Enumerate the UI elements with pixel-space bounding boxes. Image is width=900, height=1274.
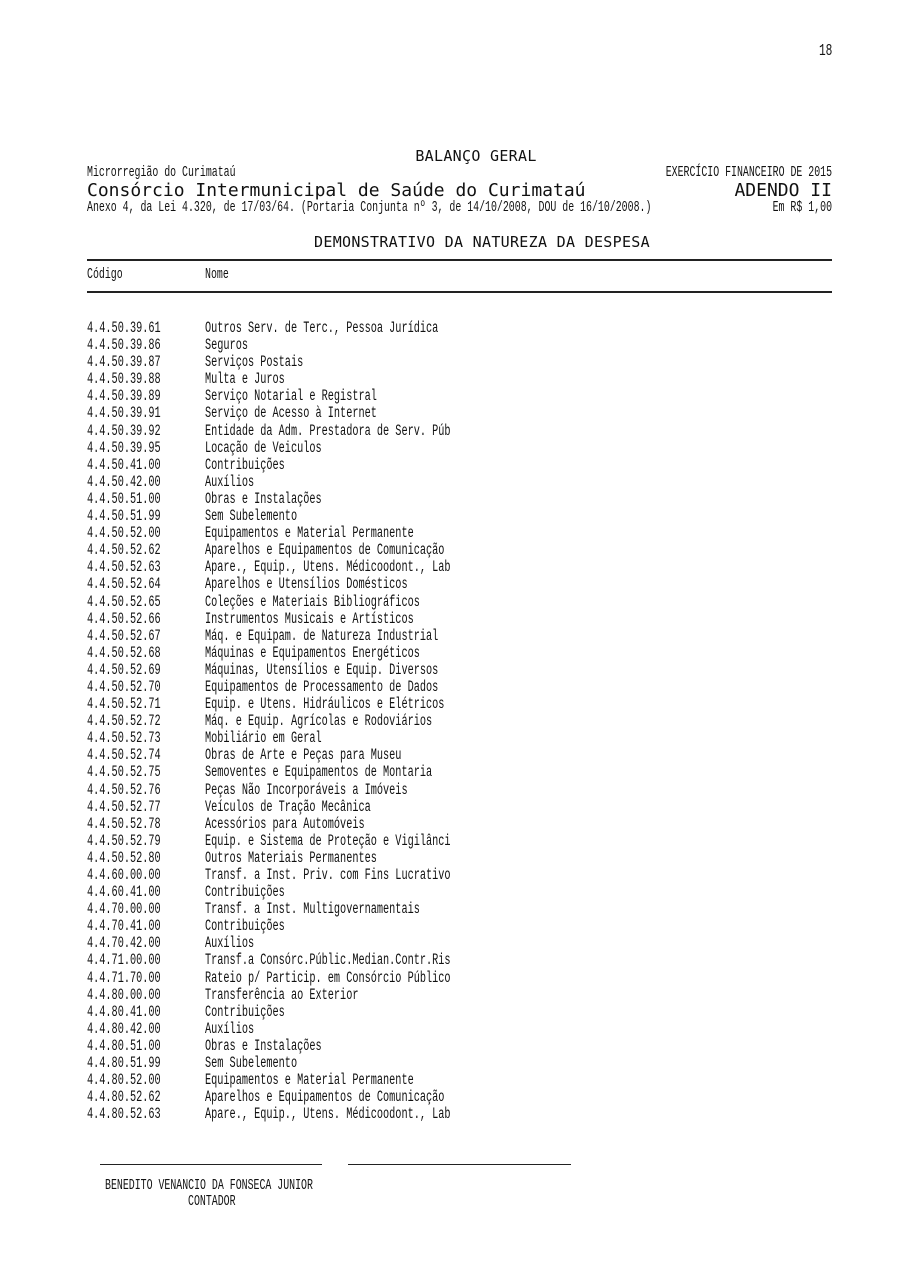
table-row [87,320,832,337]
table-row [87,1021,832,1038]
row-name: Locação de Veiculos [205,438,322,457]
table-row [87,799,832,816]
row-code: 4.4.50.39.89 [87,387,161,406]
row-code: 4.4.50.52.67 [87,626,161,645]
table-row [87,1038,832,1055]
table-row [87,747,832,764]
row-name: Acessórios para Automóveis [205,814,365,833]
row-code: 4.4.80.42.00 [87,1019,161,1038]
table-row [87,1106,832,1123]
row-code: 4.4.80.52.63 [87,1105,161,1124]
table-row [87,970,832,987]
row-code: 4.4.50.52.79 [87,831,161,850]
row-name: Contribuições [205,1002,285,1021]
table-row [87,918,832,935]
table-row [87,645,832,662]
table-row [87,423,832,440]
row-code: 4.4.80.52.00 [87,1071,161,1090]
row-code: 4.4.50.39.95 [87,438,161,457]
table-row [87,833,832,850]
currency-label: Em R$ 1,00 [772,199,832,216]
table-row [87,782,832,799]
row-name: Sem Subelemento [205,1054,298,1073]
row-name: Serviço de Acesso à Internet [205,404,377,423]
row-code: 4.4.60.41.00 [87,883,161,902]
row-name: Entidade da Adm. Prestadora de Serv. Púb [205,421,451,440]
row-code: 4.4.70.42.00 [87,934,161,953]
row-code: 4.4.71.00.00 [87,951,161,970]
row-name: Auxílios [205,934,255,953]
row-code: 4.4.50.52.62 [87,541,161,560]
row-name: Apare., Equip., Utens. Médicoodont., Lab [205,1105,451,1124]
row-name: Apare., Equip., Utens. Médicoodont., Lab [205,558,451,577]
row-name: Outros Serv. de Terc., Pessoa Jurídica [205,319,439,337]
row-code: 4.4.50.39.61 [87,319,161,337]
signer-name-text: BENEDITO VENANCIO DA FONSECA JUNIOR [105,1177,313,1194]
table-row [87,576,832,593]
section-title: DEMONSTRATIVO DA NATUREZA DA DESPESA [314,233,650,251]
row-name: Equip. e Utens. Hidráulicos e Elétricos [205,695,445,714]
table-row [87,987,832,1004]
row-code: 4.4.71.70.00 [87,968,161,987]
row-name: Aparelhos e Equipamentos de Comunicação [205,541,445,560]
expense-nature-table [87,320,832,1123]
row-name: Máquinas, Utensílios e Equip. Diversos [205,660,439,679]
table-row [87,662,832,679]
table-row [87,696,832,713]
row-code: 4.4.60.00.00 [87,866,161,884]
row-name: Máq. e Equipam. de Natureza Industrial [205,626,439,645]
table-row [87,474,832,491]
table-row [87,457,832,474]
table-row [87,952,832,969]
header-bottom-divider [87,291,832,293]
row-name: Multa e Juros [205,370,285,389]
row-name: Equip. e Sistema de Proteção e Vigilânci [205,831,451,850]
row-code: 4.4.80.52.62 [87,1088,161,1107]
row-code: 4.4.50.51.99 [87,507,161,526]
row-name: Serviço Notarial e Registral [205,387,377,406]
row-code: 4.4.50.39.86 [87,336,161,355]
signer-role [188,1193,260,1210]
report-title: BALANÇO GERAL [415,147,537,165]
row-name: Seguros [205,336,248,355]
column-header-name-text: Nome [205,266,229,283]
legal-basis: Anexo 4, da Lei 4.320, de 17/03/64. (Portaria Conjunta nº 3, de 14/10/2008, DOU de 16/10/2008.) [87,199,652,216]
table-row [87,611,832,628]
row-code: 4.4.50.52.80 [87,848,161,867]
table-row [87,713,832,730]
row-code: 4.4.80.41.00 [87,1002,161,1021]
row-code: 4.4.70.41.00 [87,917,161,936]
row-name: Transf.a Consórc.Públic.Median.Contr.Ris [205,951,451,970]
row-name: Aparelhos e Equipamentos de Comunicação [205,1088,445,1107]
table-row [87,884,832,901]
row-code: 4.4.50.39.87 [87,353,161,372]
table-row [87,901,832,918]
row-name: Equipamentos e Material Permanente [205,524,414,543]
table-row [87,542,832,559]
row-code: 4.4.80.00.00 [87,985,161,1004]
row-name: Máquinas e Equipamentos Energéticos [205,643,420,662]
table-row [87,440,832,457]
row-name: Coleções e Materiais Bibliográficos [205,592,420,611]
row-name: Semoventes e Equipamentos de Montaria [205,763,433,782]
row-name: Máq. e Equip. Agrícolas e Rodoviários [205,712,433,731]
table-row [87,816,832,833]
row-code: 4.4.50.52.66 [87,609,161,628]
row-code: 4.4.80.51.00 [87,1036,161,1055]
row-name: Mobiliário em Geral [205,729,322,748]
table-row [87,508,832,525]
row-code: 4.4.50.52.65 [87,592,161,611]
table-row [87,1072,832,1089]
table-row [87,730,832,747]
table-row [87,354,832,371]
row-code: 4.4.50.52.74 [87,746,161,765]
table-row [87,491,832,508]
row-name: Outros Materiais Permanentes [205,848,377,867]
table-row [87,679,832,696]
row-name: Obras e Instalações [205,489,322,508]
signature-line-accountant [100,1164,322,1165]
row-code: 4.4.50.52.63 [87,558,161,577]
row-code: 4.4.50.41.00 [87,455,161,474]
row-name: Transferência ao Exterior [205,985,359,1004]
row-name: Obras de Arte e Peças para Museu [205,746,402,765]
signer-name [105,1177,420,1194]
addendum-label: ADENDO II [734,180,832,201]
row-code: 4.4.50.52.69 [87,660,161,679]
row-code: 4.4.50.52.75 [87,763,161,782]
table-row [87,559,832,576]
row-name: Transf. a Inst. Priv. com Fins Lucrativo [205,866,451,884]
row-name: Instrumentos Musicais e Artísticos [205,609,414,628]
row-code: 4.4.50.52.78 [87,814,161,833]
page-number [812,42,832,61]
header-top-divider [87,259,832,261]
row-name: Equipamentos e Material Permanente [205,1071,414,1090]
row-code: 4.4.50.39.92 [87,421,161,440]
row-code: 4.4.50.52.00 [87,524,161,543]
column-header-code-text: Código [87,266,123,283]
row-code: 4.4.50.52.73 [87,729,161,748]
row-name: Contribuições [205,455,285,474]
row-code: 4.4.80.51.99 [87,1054,161,1073]
table-row [87,1004,832,1021]
row-code: 4.4.50.52.76 [87,780,161,799]
table-row [87,867,832,884]
row-code: 4.4.70.00.00 [87,900,161,919]
table-row [87,764,832,781]
row-name: Rateio p/ Particip. em Consórcio Público [205,968,451,987]
row-code: 4.4.50.52.72 [87,712,161,731]
table-row [87,337,832,354]
table-row [87,388,832,405]
row-name: Transf. a Inst. Multigovernamentais [205,900,420,919]
row-name: Equipamentos de Processamento de Dados [205,677,439,696]
row-code: 4.4.50.52.77 [87,797,161,816]
entity-name: Consórcio Intermunicipal de Saúde do Curimataú [87,180,586,201]
row-code: 4.4.50.42.00 [87,472,161,491]
region-label: Microrregião do Curimataú [87,164,236,181]
table-row [87,594,832,611]
row-name: Auxílios [205,1019,255,1038]
row-code: 4.4.50.52.68 [87,643,161,662]
fiscal-year-label: EXERCÍCIO FINANCEIRO DE 2015 [665,164,832,181]
table-row [87,405,832,422]
table-row [87,850,832,867]
column-header-name [205,266,241,283]
row-code: 4.4.50.52.70 [87,677,161,696]
row-name: Veículos de Tração Mecânica [205,797,371,816]
column-header-code [87,266,141,283]
row-code: 4.4.50.51.00 [87,489,161,508]
row-name: Peças Não Incorporáveis a Imóveis [205,780,408,799]
table-row [87,628,832,645]
signer-role-text: CONTADOR [188,1193,236,1210]
signature-line-second [348,1164,571,1165]
table-row [87,1089,832,1106]
table-row [87,935,832,952]
page-number-text: 18 [818,42,832,61]
row-name: Obras e Instalações [205,1036,322,1055]
row-name: Contribuições [205,917,285,936]
row-code: 4.4.50.39.91 [87,404,161,423]
row-name: Aparelhos e Utensílios Domésticos [205,575,408,594]
row-code: 4.4.50.52.71 [87,695,161,714]
row-name: Serviços Postais [205,353,304,372]
row-code: 4.4.50.52.64 [87,575,161,594]
table-row [87,371,832,388]
table-row [87,525,832,542]
row-name: Contribuições [205,883,285,902]
row-name: Sem Subelemento [205,507,298,526]
row-name: Auxílios [205,472,255,491]
table-row [87,1055,832,1072]
row-code: 4.4.50.39.88 [87,370,161,389]
